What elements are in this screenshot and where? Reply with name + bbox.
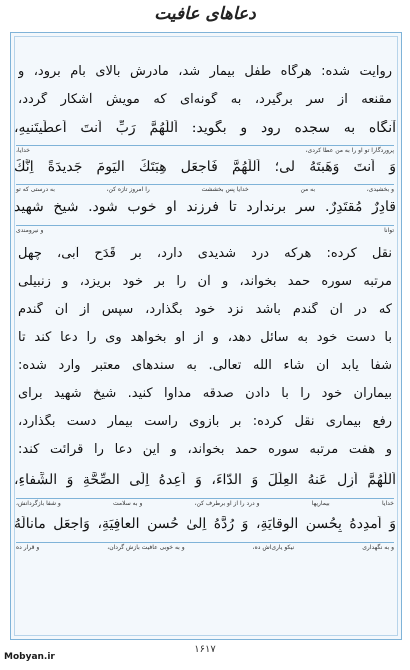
page-number: ۱۶۱۷: [194, 644, 216, 655]
text-line-10: شفا یابد ان شاء الله تعالی. به سندهای معتبر وارد شده:: [18, 358, 392, 373]
translation-row-5: [16, 542, 394, 555]
text-line-1: روایت شده: هرگاه طفل بیمار شد، مادرش بالای بام برود، و: [18, 64, 392, 79]
translation-item: را امروز تازه کن،: [106, 186, 150, 193]
translation-item: و به نگهداری: [362, 544, 394, 551]
translation-item: بیماریها: [311, 500, 330, 507]
translation-item: و به سلامت: [113, 500, 143, 507]
translation-row-4: [16, 498, 394, 511]
translation-item: و قرار ده: [16, 544, 40, 551]
text-line-12: رفع بیماری نقل کرده: بر بازوی راست بیمار دست بگذارد،: [18, 414, 392, 429]
translation-item: توانا: [384, 227, 394, 234]
text-line-8: که در آن گندم باشد نزد خود بگذارد، سپس از آن گندم: [18, 302, 392, 317]
translation-item: خدایا: [381, 500, 394, 507]
text-line-15: وَ اَمدِدهُ بِحُسنِ الوِقايَةِ، وَ رُدَّهُ اِلیٰ حُسنِ العافِيَةِ، وَاجعَل مانالَهُ: [14, 516, 396, 532]
text-line-3: آنگاه به سجده رود و بگوید: اَللّٰهُمَّ رَبِّ اَنتَ اَعطَیتَنیهِ،: [14, 120, 396, 136]
source-watermark: Mobyan.ir: [4, 652, 55, 662]
translation-item: و نیرومندی: [16, 227, 44, 234]
text-line-2: مقنعه از سر برگیرد، به گونه‌ای که مویش آشکار گردد،: [18, 92, 392, 107]
text-line-13: و هفت مرتبه سوره حمد بخواند، و این دعا را قرائت کند:: [18, 442, 392, 457]
translation-row-3: [16, 225, 394, 238]
page-header: دعاهای عافیت: [154, 4, 256, 24]
translation-item: به درستی که تو: [16, 186, 55, 193]
text-line-7: مرتبه سوره حمد بخواند، و آن را بر خود بریزد، و زنبیلی: [18, 274, 392, 289]
translation-item: و بخشیدی،: [366, 186, 394, 193]
translation-item: و درد را از او برطرف کن،: [194, 500, 260, 507]
text-line-4: وَ اَنتَ وَهَبتَهُ لی؛ اَللّٰهُمَّ فَاجعَل هِبَتَكَ الیَومَ جَدیدَةً اِنَّكَ: [14, 159, 396, 175]
translation-item: خدایا پس بخششت: [201, 186, 249, 193]
translation-item: به من: [300, 186, 316, 193]
translation-item: و به خوبی عافیت بازش گردان،: [107, 544, 185, 551]
translation-row-1: [16, 145, 394, 158]
text-line-5: قادِرٌ مُقتَدِرٌ. سر برندارد تا فرزند او خوب شود. شیخ شهید: [14, 199, 396, 215]
translation-item: نیکو یاری‌اش ده،: [252, 544, 295, 551]
text-line-6: نقل کرده: هرکه درد شدیدی دارد، بر قَدَح آبی، چهل: [18, 246, 392, 261]
text-line-9: با دست خود به سائل دهد، و از او بخواهد وی را دعا کند تا: [18, 330, 392, 345]
translation-row-2: [16, 184, 394, 197]
translation-item: پروردگارا تو او را به من عطا کردی،: [305, 147, 394, 154]
translation-item: و شفا بازگردانش،: [16, 500, 61, 507]
text-line-11: بیماران خود را با دادن صدقه مداوا کنید. شیخ شهید برای: [18, 386, 392, 401]
translation-item: خدایا،: [16, 147, 30, 154]
text-line-14: اَللّٰهُمَّ اَزِل عَنهُ العِلَلَ وَ الدّاءَ، وَ اَعِدهُ اِلَی الصِّحَّةِ وَ الشِّفاءِ،: [14, 472, 396, 488]
